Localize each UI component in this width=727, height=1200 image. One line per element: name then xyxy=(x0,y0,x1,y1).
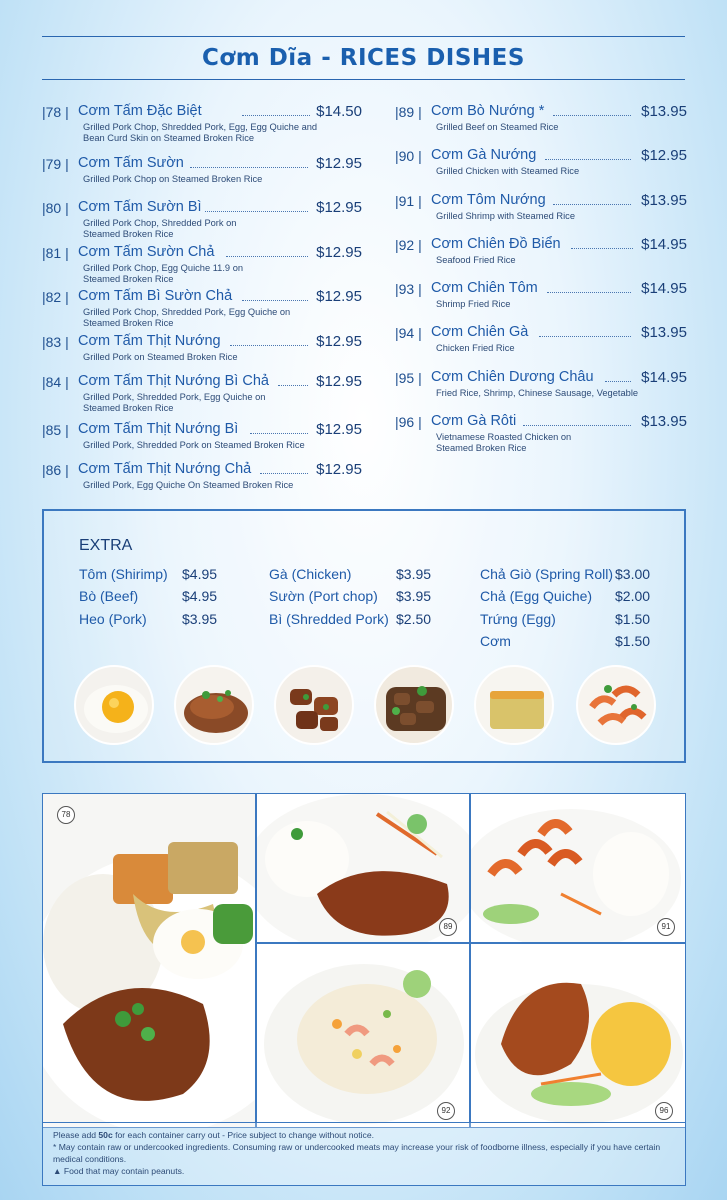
item-description: Grilled Pork Chop on Steamed Broken Rice xyxy=(83,174,263,184)
egg-quiche-photo xyxy=(474,665,554,745)
menu-notes xyxy=(42,1122,686,1186)
menu-item xyxy=(395,144,687,188)
item-number: |86 | xyxy=(42,461,69,478)
dot-leader xyxy=(226,256,308,257)
note-peanuts: ▲ Food that may contain peanuts. xyxy=(53,1166,185,1176)
dish-number-badge: 91 xyxy=(657,918,675,936)
dot-leader xyxy=(539,336,631,337)
item-number: |84 | xyxy=(42,373,69,390)
note-carryout xyxy=(53,1129,675,1141)
extra-item-price: $3.95 xyxy=(396,588,432,604)
item-price: $12.95 xyxy=(316,372,362,390)
item-price: $14.95 xyxy=(641,235,687,253)
item-name: Cơm Tấm Bì Sườn Chả xyxy=(78,288,233,304)
dot-leader xyxy=(571,248,633,249)
item-price: $12.95 xyxy=(316,332,362,350)
menu-title-bar xyxy=(42,36,685,80)
extra-item-price: $4.95 xyxy=(182,588,218,604)
dot-leader xyxy=(250,433,308,434)
extra-item-price: $2.00 xyxy=(615,588,651,604)
item-number: |92 | xyxy=(395,236,422,253)
menu-item xyxy=(395,321,687,365)
menu-item xyxy=(42,370,362,418)
extra-item-price: $3.00 xyxy=(615,566,651,582)
extra-item-name: Trứng (Egg) xyxy=(480,611,556,627)
menu-item xyxy=(42,152,362,196)
item-description: Grilled Beef on Steamed Rice xyxy=(436,122,559,132)
menu-item xyxy=(395,233,687,277)
extra-item-name: Heo (Pork) xyxy=(79,611,147,627)
page-title: Cơm Dĩa - RICES DISHES xyxy=(202,45,525,71)
item-price: $13.95 xyxy=(641,413,687,431)
item-description: Grilled Chicken with Steamed Rice xyxy=(436,166,580,177)
dish-photo-grid xyxy=(42,793,686,1128)
extra-title: EXTRA xyxy=(79,537,133,554)
dot-leader xyxy=(205,211,308,212)
dot-leader xyxy=(553,204,631,205)
menu-item xyxy=(42,458,362,503)
item-name: Cơm Gà Rôti xyxy=(431,413,517,430)
item-description: Grilled Pork, Shredded Pork, Egg Quiche on Steamed Broken Rice xyxy=(83,391,266,413)
extra-item-price: $1.50 xyxy=(615,611,651,627)
item-price: $12.95 xyxy=(316,420,362,438)
right-menu-column xyxy=(395,100,687,454)
shrimp-photo xyxy=(576,665,656,745)
item-number: |79 | xyxy=(42,156,69,172)
dot-leader xyxy=(242,115,310,116)
item-price: $12.95 xyxy=(641,147,687,165)
note-text: Please add xyxy=(53,1130,99,1140)
note-text: for each container carry out - Price subject to change without notice. xyxy=(112,1130,375,1140)
menu-item xyxy=(42,285,362,330)
dot-leader xyxy=(242,300,308,301)
extra-item-price: $4.95 xyxy=(182,566,218,582)
item-description: Grilled Pork, Egg Quiche On Steamed Broken Rice xyxy=(83,479,294,490)
item-number: |91 | xyxy=(395,192,422,209)
item-description: Vietnamese Roasted Chicken on Steamed Broken Rice xyxy=(436,432,572,454)
item-description: Grilled Pork, Shredded Pork on Steamed Broken Rice xyxy=(83,439,305,450)
item-price: $13.95 xyxy=(641,324,687,342)
dot-leader xyxy=(553,115,631,116)
item-number: |96 | xyxy=(395,414,422,431)
menu-item xyxy=(42,418,362,458)
item-name: Cơm Chiên Đồ Biển xyxy=(431,235,561,252)
item-price: $12.95 xyxy=(316,243,362,261)
extra-section xyxy=(42,509,686,763)
extra-item-name: Bò (Beef) xyxy=(79,588,139,604)
item-number: |89 | xyxy=(395,104,422,120)
dot-leader xyxy=(190,167,308,168)
extra-item-price: $2.50 xyxy=(396,611,432,627)
item-number: |93 | xyxy=(395,281,422,298)
dish-number-badge: 78 xyxy=(57,806,75,824)
menu-item xyxy=(42,330,362,370)
menu-item xyxy=(395,277,687,321)
dish-number-badge: 92 xyxy=(437,1102,455,1120)
note-raw-warning: * May contain raw or undercooked ingredients. Consuming raw or undercooked meats may increase your risk of foodborne illness, especially if you have certain medical conditions. xyxy=(53,1142,661,1164)
extra-item-price: $1.50 xyxy=(615,633,651,649)
left-menu-column xyxy=(42,100,362,502)
item-name: Cơm Tấm Thịt Nướng Bì Chả xyxy=(78,372,269,389)
item-price: $14.95 xyxy=(641,368,687,386)
extra-item-price: $3.95 xyxy=(182,611,218,627)
menu-item xyxy=(42,100,362,152)
item-name: Cơm Chiên Tôm xyxy=(431,280,538,297)
item-name: Cơm Chiên Gà xyxy=(431,324,529,341)
item-price: $13.95 xyxy=(641,103,687,120)
item-number: |95 | xyxy=(395,369,422,386)
item-price: $13.95 xyxy=(641,191,687,209)
item-price: $14.50 xyxy=(316,103,362,120)
item-price: $12.95 xyxy=(316,288,362,305)
extra-item-name: Bì (Shredded Pork) xyxy=(269,611,389,627)
item-number: |83 | xyxy=(42,333,69,350)
item-name: Cơm Tấm Sườn xyxy=(78,155,184,171)
extra-item-price: $3.95 xyxy=(396,566,432,582)
extra-item-name: Chả (Egg Quiche) xyxy=(480,588,593,604)
item-name: Cơm Tấm Sườn Chả xyxy=(78,243,215,260)
menu-item xyxy=(395,189,687,233)
extra-item-name: Cơm xyxy=(480,633,511,649)
dot-leader xyxy=(605,381,631,382)
item-description: Grilled Pork Chop, Shredded Pork, Egg Quiche on Steamed Broken Rice xyxy=(83,307,291,328)
item-number: |80 | xyxy=(42,200,69,216)
item-name: Cơm Chiên Dương Châu xyxy=(431,368,594,385)
extra-item-name: Chả Giò (Spring Roll) xyxy=(480,566,614,582)
extra-item-name: Gà (Chicken) xyxy=(269,566,352,582)
dish-photo-78 xyxy=(42,793,256,1128)
item-description: Grilled Shrimp with Steamed Rice xyxy=(436,210,575,221)
item-number: |81 | xyxy=(42,244,69,261)
dot-leader xyxy=(545,159,631,160)
extra-item-name: Sườn (Port chop) xyxy=(269,588,378,604)
item-name: Cơm Tôm Nướng xyxy=(431,191,546,208)
item-description: Grilled Pork Chop, Egg Quiche 11.9 on Steamed Broken Rice xyxy=(83,262,244,284)
grilled-pork-photo xyxy=(274,665,354,745)
dot-leader xyxy=(230,345,308,346)
item-description: Fried Rice, Shrimp, Chinese Sausage, Vegetable xyxy=(436,387,639,398)
item-price: $12.95 xyxy=(316,460,362,478)
item-price: $12.95 xyxy=(316,199,362,216)
item-name: Cơm Tấm Sườn Bì xyxy=(78,199,202,215)
menu-item xyxy=(395,100,687,144)
dish-photo-92 xyxy=(256,943,470,1128)
extra-item-name: Tôm (Shirimp) xyxy=(79,566,168,582)
dish-photo-96 xyxy=(470,943,686,1128)
item-name: Cơm Tấm Thịt Nướng xyxy=(78,332,221,349)
item-description: Shrimp Fried Rice xyxy=(436,299,511,310)
fried-egg-photo xyxy=(74,665,154,745)
note-fee: 50c xyxy=(98,1130,113,1140)
item-number: |90 | xyxy=(395,148,422,165)
dot-leader xyxy=(260,473,308,474)
dish-number-badge: 96 xyxy=(655,1102,673,1120)
beef-photo xyxy=(374,665,454,745)
item-number: |78 | xyxy=(42,104,69,120)
item-name: Cơm Tấm Thịt Nướng Bì xyxy=(78,420,239,437)
item-description: Seafood Fried Rice xyxy=(436,254,516,265)
item-name: Cơm Gà Nướng xyxy=(431,147,537,164)
item-description: Grilled Pork Chop, Shredded Pork, Egg, Egg Quiche and Bean Curd Skin on Steamed Broken Rice xyxy=(83,122,318,143)
item-number: |94 | xyxy=(395,325,422,342)
dot-leader xyxy=(278,385,308,386)
item-name: Cơm Tấm Thịt Nướng Chả xyxy=(78,460,252,477)
item-number: |82 | xyxy=(42,289,69,305)
item-description: Grilled Pork Chop, Shredded Pork on Steamed Broken Rice xyxy=(83,218,237,239)
pork-chop-photo xyxy=(174,665,254,745)
dish-number-badge: 89 xyxy=(439,918,457,936)
item-name: Cơm Tấm Đặc Biệt xyxy=(78,103,202,119)
dish-photo-89 xyxy=(256,793,470,943)
dot-leader xyxy=(523,425,631,426)
item-description: Chicken Fried Rice xyxy=(436,343,515,354)
menu-item xyxy=(395,366,687,410)
menu-item xyxy=(42,196,362,241)
item-price: $12.95 xyxy=(316,155,362,172)
item-number: |85 | xyxy=(42,421,69,438)
dish-photo-91 xyxy=(470,793,686,943)
menu-item xyxy=(395,410,687,454)
dot-leader xyxy=(547,292,631,293)
item-price: $14.95 xyxy=(641,280,687,298)
item-name: Cơm Bò Nướng * xyxy=(431,103,545,119)
item-description: Grilled Pork on Steamed Broken Rice xyxy=(83,351,238,362)
menu-item xyxy=(42,241,362,286)
